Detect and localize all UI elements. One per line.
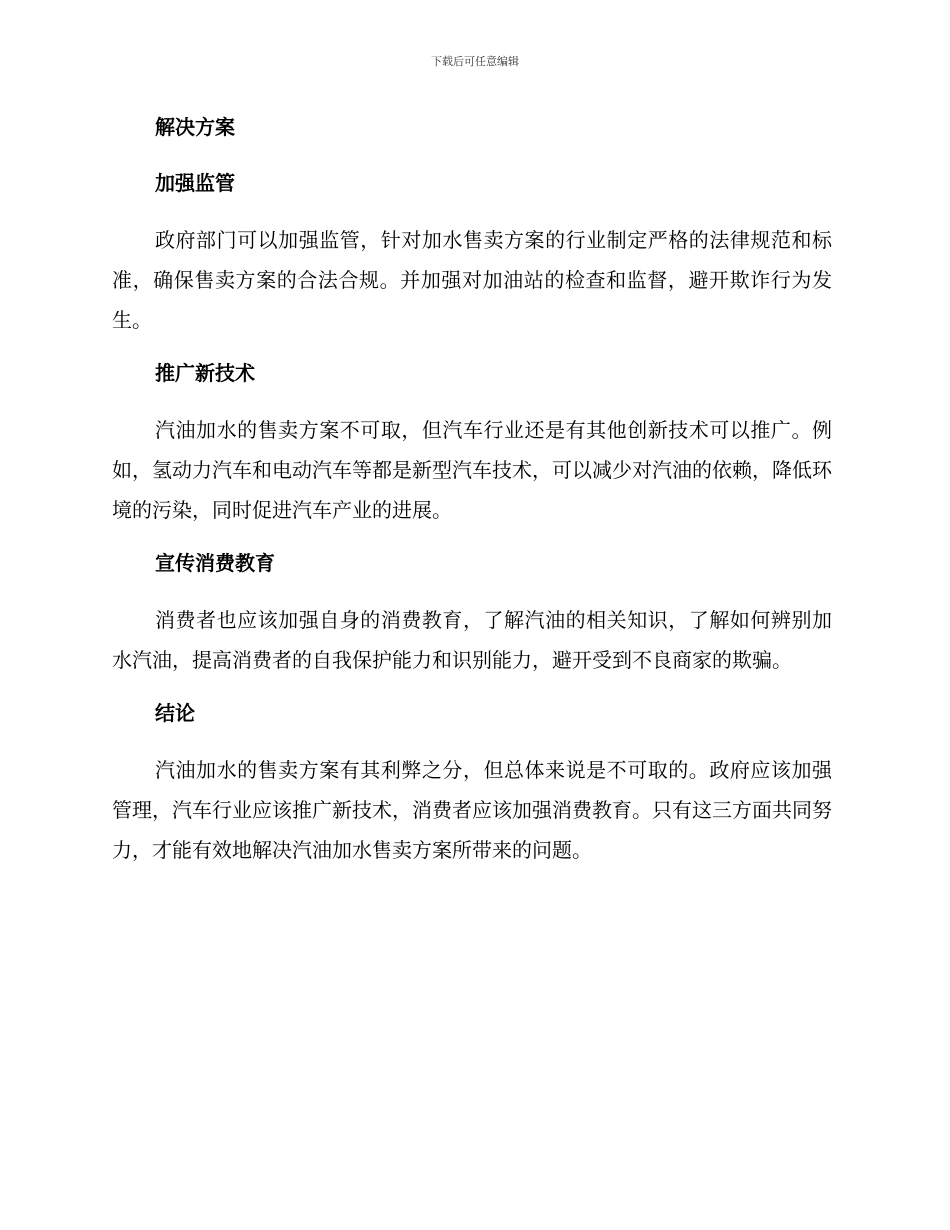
- section-title: 解决方案: [155, 115, 235, 139]
- heading-technology: 推广新技术: [155, 361, 255, 385]
- paragraph-conclusion: 汽油加水的售卖方案有其利弊之分，但总体来说是不可取的。政府应该加强管理，汽车行业应该推广新技术，消费者应该加强消费教育。只有这三方面共同努力，才能有效地解决汽油加水售卖方案所带来的问题。: [112, 758, 832, 862]
- page-header: 下载后可任意编辑: [431, 55, 519, 68]
- paragraph-technology: 汽油加水的售卖方案不可取，但汽车行业还是有其他创新技术可以推广。例如，氢动力汽车和电动汽车等都是新型汽车技术，可以减少对汽油的依赖，降低环境的污染，同时促进汽车产业的进展。: [112, 418, 832, 522]
- document-body: [112, 108, 832, 884]
- paragraph-education: 消费者也应该加强自身的消费教育，了解汽油的相关知识，了解如何辨别加水汽油，提高消费者的自我保护能力和识别能力，避开受到不良商家的欺骗。: [112, 608, 832, 672]
- paragraph-supervision: 政府部门可以加强监管，针对加水售卖方案的行业制定严格的法律规范和标准，确保售卖方案的合法合规。并加强对加油站的检查和监督，避开欺诈行为发生。: [112, 228, 832, 332]
- heading-supervision: 加强监管: [155, 171, 235, 195]
- heading-education: 宣传消费教育: [155, 551, 275, 575]
- heading-conclusion: 结论: [155, 701, 195, 725]
